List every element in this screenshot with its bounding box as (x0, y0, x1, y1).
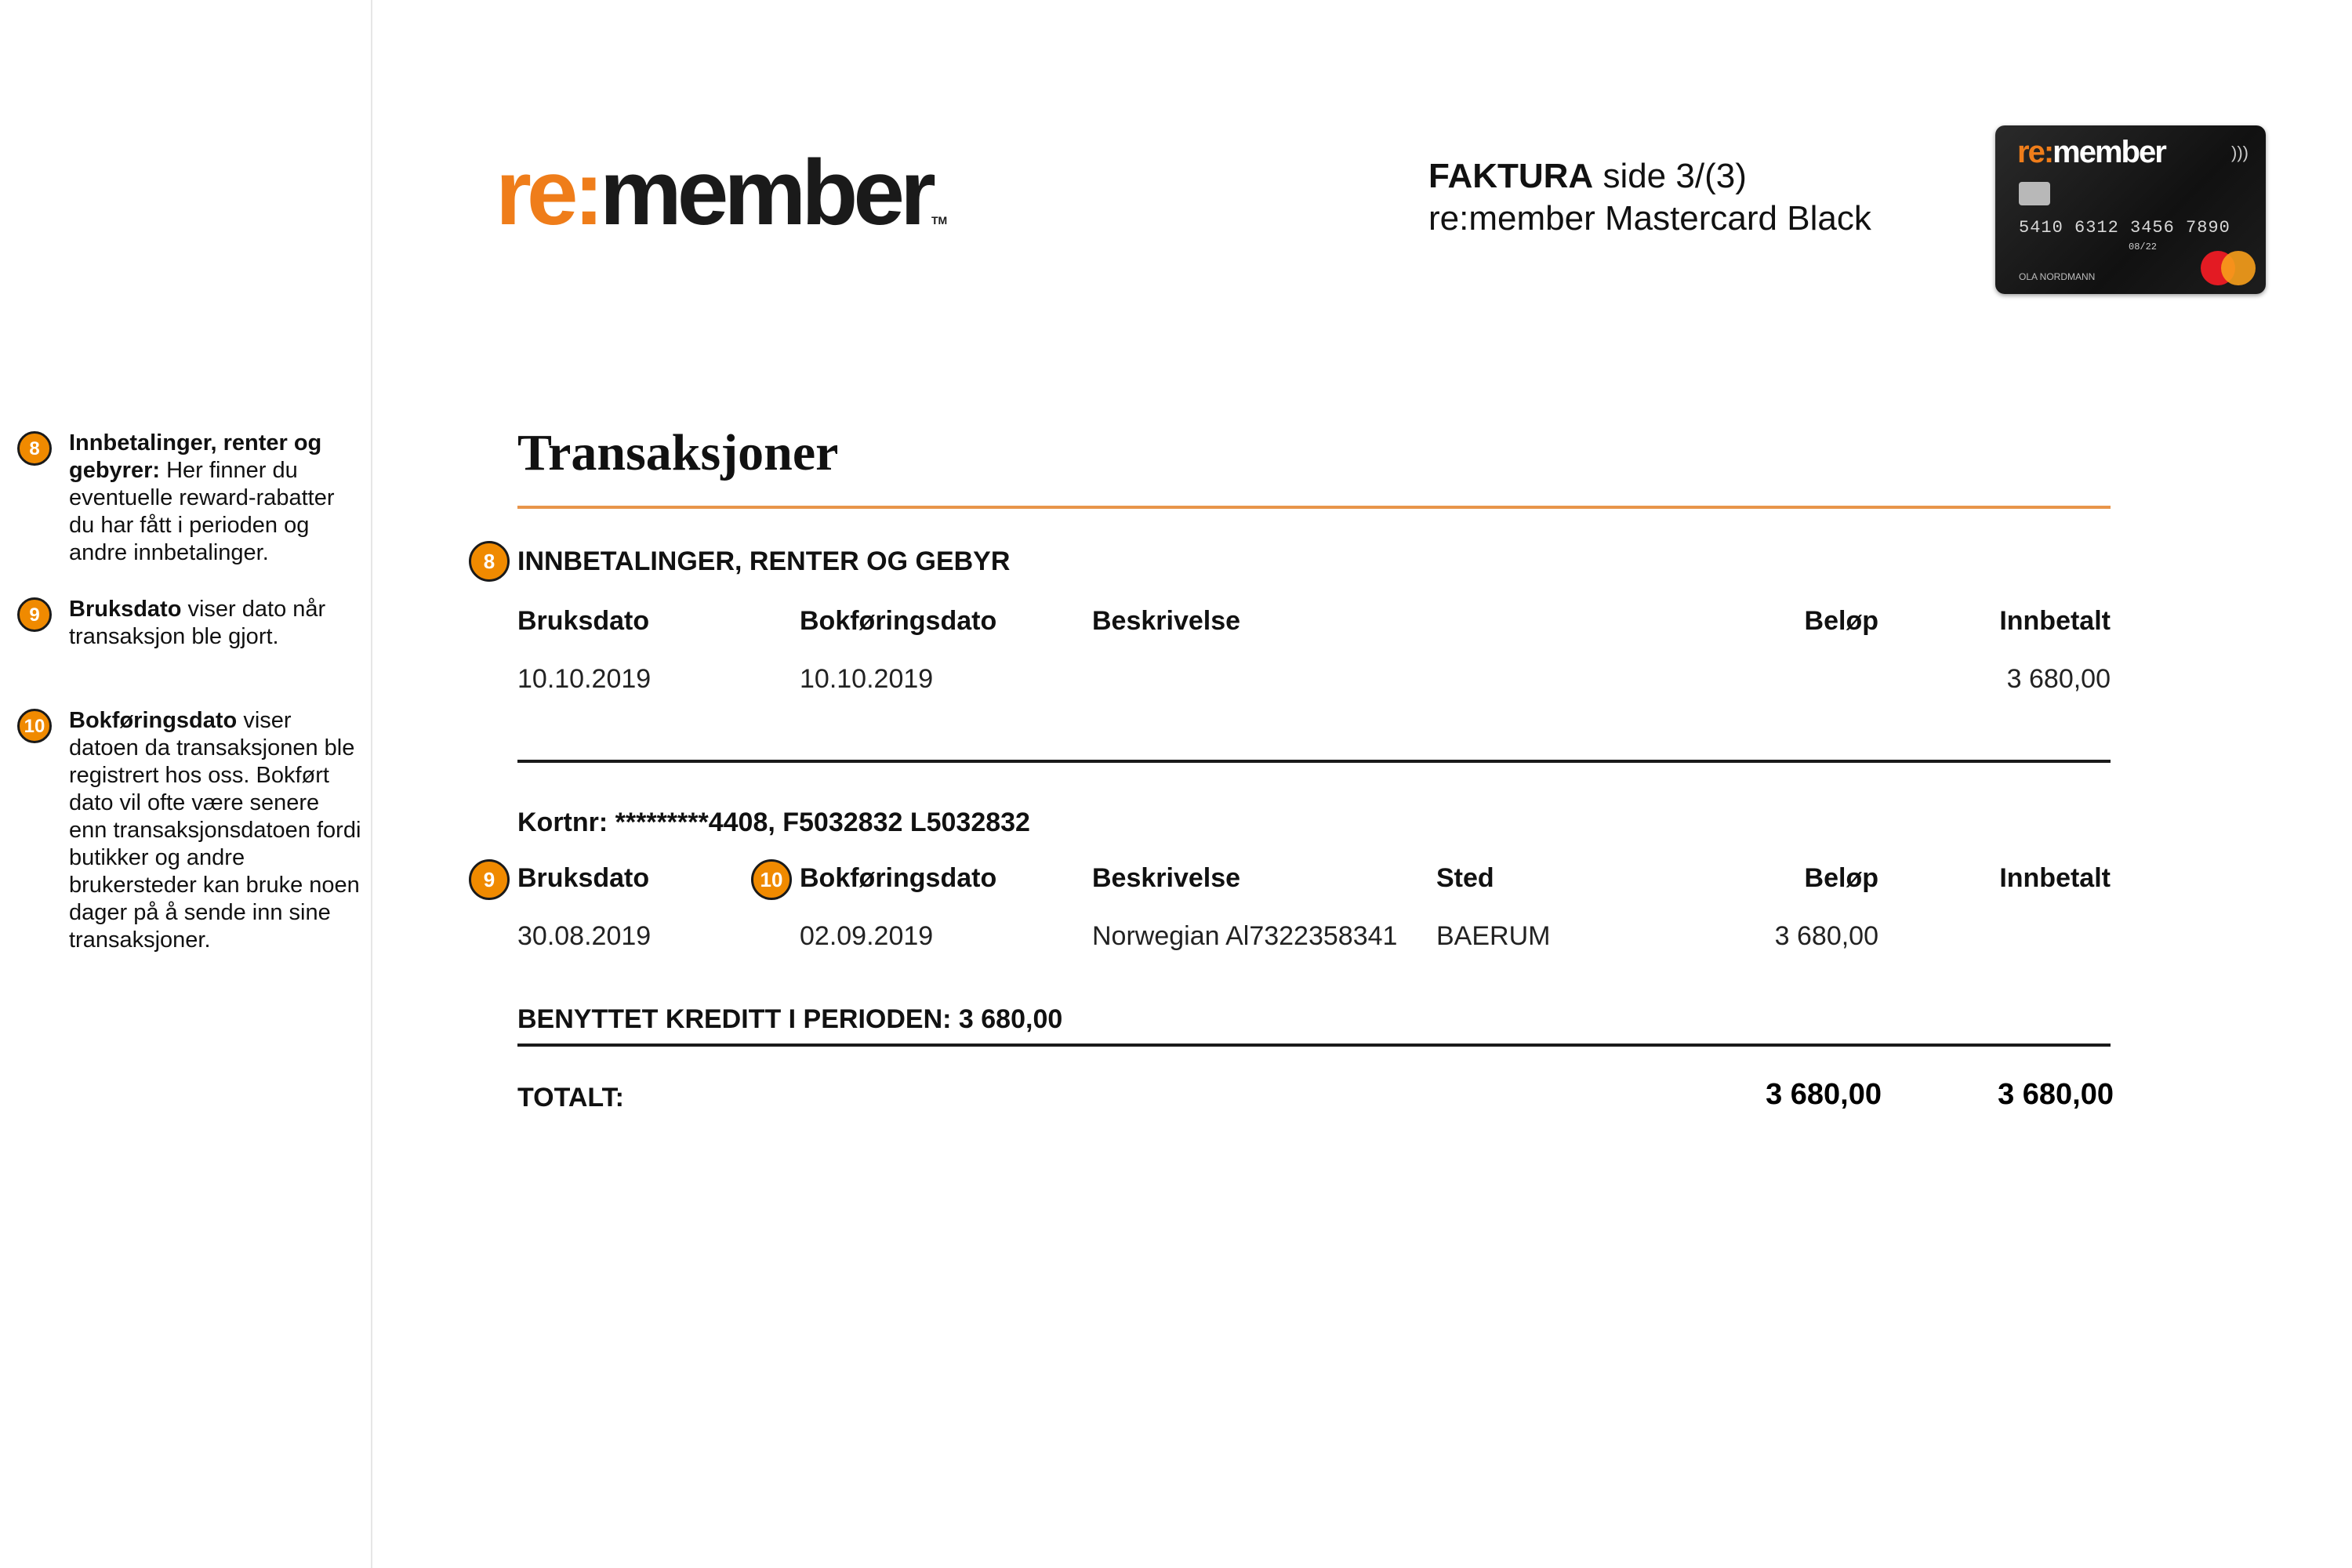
title-divider (517, 506, 2111, 509)
col-header-amount: Beløp (1804, 863, 1878, 893)
note-number-badge: 8 (17, 431, 52, 466)
total-divider (517, 1044, 2111, 1047)
note-bold-term: Bokføringsdato (69, 708, 238, 733)
col-header-paid: Innbetalt (1999, 863, 2111, 893)
note-bold-term: Innbetalinger, renter og gebyrer: (69, 430, 322, 483)
section-divider (517, 760, 2111, 763)
card-expiry: 08/22 (2129, 241, 2158, 252)
note-booking-date (17, 707, 362, 954)
booking-date-cell: 02.09.2019 (800, 921, 934, 951)
card-product-name: re:member Mastercard Black (1428, 199, 1871, 238)
note-payments (17, 430, 362, 567)
card-info: Kortnr: *********4408, F5032832 L5032832 (517, 808, 1030, 837)
callout-badge-10: 10 (751, 859, 792, 900)
note-bold-term: Bruksdato (69, 597, 182, 622)
mastercard-logo-icon (2221, 251, 2256, 285)
invoice-page: side 3/(3) (1602, 157, 1747, 195)
card-brand: re:member (2017, 135, 2165, 169)
total-paid: 3 680,00 (1998, 1078, 2114, 1111)
col-header-booking-date: Bokføringsdato (800, 863, 997, 893)
note-use-date (17, 596, 362, 651)
col-header-place: Sted (1436, 863, 1494, 893)
credit-card-image (1995, 125, 2266, 294)
chip-icon (2019, 182, 2050, 205)
col-header-booking-date: Bokføringsdato (800, 606, 997, 636)
total-label: TOTALT: (517, 1083, 624, 1112)
page-title: Transaksjoner (517, 424, 839, 481)
invoice-label: FAKTURA (1428, 157, 1594, 195)
amount-cell: 3 680,00 (1774, 921, 1878, 951)
credit-used-summary: BENYTTET KREDITT I PERIODEN: 3 680,00 (517, 1004, 1063, 1034)
booking-date-cell: 10.10.2019 (800, 664, 934, 694)
note-text: viser dato når transaksjon ble gjort. (69, 597, 326, 649)
card-holder: OLA NORDMANN (2019, 271, 2096, 282)
use-date-cell: 10.10.2019 (517, 664, 652, 694)
use-date-cell: 30.08.2019 (517, 921, 652, 951)
place-cell: BAERUM (1436, 921, 1551, 951)
contactless-icon: ))) (2231, 143, 2249, 162)
description-cell: Norwegian Al7322358341 (1092, 921, 1398, 951)
callout-badge-9: 9 (469, 859, 510, 900)
invoice-header (1428, 155, 1871, 240)
paid-cell: 3 680,00 (2006, 664, 2111, 694)
callout-badge-8: 8 (469, 541, 510, 582)
col-header-amount: Beløp (1804, 606, 1878, 636)
col-header-paid: Innbetalt (1999, 606, 2111, 636)
total-amount: 3 680,00 (1766, 1078, 1882, 1111)
note-text: viser datoen da transaksjonen ble registrert hos oss. Bokført dato vil ofte være senere enn transaksjonsdatoen fordi butikker og andre brukersteder kan bruke noen dager på å sende inn sine transaksjoner. (69, 708, 361, 953)
card-number: 5410 6312 3456 7890 (2019, 218, 2230, 238)
note-number-badge: 10 (17, 709, 52, 743)
col-header-use-date: Bruksdato (517, 863, 650, 893)
annotation-sidebar (0, 0, 372, 1568)
col-header-use-date: Bruksdato (517, 606, 650, 636)
col-header-description: Beskrivelse (1092, 863, 1241, 893)
remember-logo: re:memberTM (495, 141, 948, 245)
payments-heading: INNBETALINGER, RENTER OG GEBYR (517, 546, 1011, 576)
note-number-badge: 9 (17, 597, 52, 632)
col-header-description: Beskrivelse (1092, 606, 1241, 636)
note-text: Her finner du eventuelle reward-rabatter du har fått i perioden og andre innbetalinger. (69, 458, 335, 565)
